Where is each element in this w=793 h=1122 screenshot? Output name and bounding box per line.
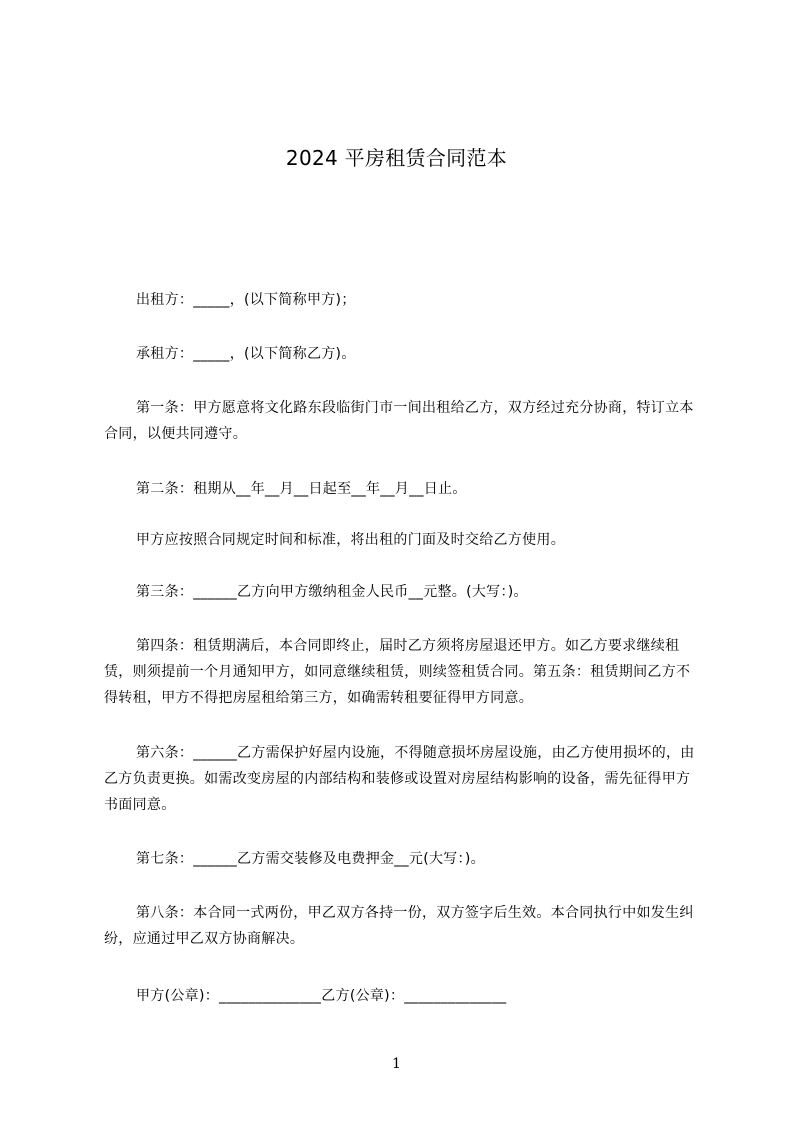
paragraph-text: 第七条：______乙方需交装修及电费押金__元(大写：)。: [136, 851, 485, 867]
paragraph-text: 甲方(公章)：______________乙方(公章)：______________: [136, 988, 507, 1004]
document-title: 2024 平房租赁合同范本: [285, 146, 508, 170]
paragraph-text: 甲方应按照合同规定时间和标准，将出租的门面及时交给乙方使用。: [136, 532, 565, 548]
page-number: 1: [392, 1056, 401, 1072]
paragraph-text: 承租方：_____，(以下简称乙方)。: [136, 346, 356, 362]
paragraph-text: 第一条：甲方愿意将文化路东段临街门市一间出租给乙方，双方经过充分协商，特订立本合同，以便共同遵守。: [104, 400, 694, 442]
paragraph-lessee: [104, 341, 704, 367]
paragraph-text: 出租方：_____，(以下简称甲方)；: [136, 292, 356, 308]
paragraph-signatures: [104, 983, 704, 1009]
paragraph-text: 第二条：租期从__年__月__日起至__年__月__日止。: [136, 481, 467, 497]
paragraph-article-4-5: [104, 633, 704, 711]
paragraph-text: 第八条：本合同一式两份，甲乙双方各持一份，双方签字后生效。本合同执行中如发生纠纷，应通过甲乙双方协商解决。: [104, 905, 694, 947]
paragraph-text: 第六条：______乙方需保护好屋内设施，不得随意损坏房屋设施，由乙方使用损坏的，由乙方负责更换。如需改变房屋的内部结构和装修或设置对房屋结构影响的设备，需先征得甲方书面同意。: [104, 745, 695, 813]
paragraph-article-1: [104, 395, 704, 447]
paragraph-delivery: [104, 527, 704, 553]
paragraph-article-6: [104, 740, 704, 818]
paragraph-lessor: [104, 287, 704, 313]
paragraph-text: 第三条：______乙方向甲方缴纳租金人民币__元整。(大写：)。: [136, 584, 528, 600]
paragraph-article-3: [104, 579, 704, 605]
paragraph-article-2: [104, 476, 704, 502]
paragraph-article-7: [104, 846, 704, 872]
paragraph-article-8: [104, 900, 704, 952]
paragraph-text: 第四条：租赁期满后，本合同即终止，届时乙方须将房屋退还甲方。如乙方要求继续租赁，则须提前一个月通知甲方，如同意继续租赁，则续签租赁合同。第五条：租赁期间乙方不得转租，甲方不得把房屋租给第三方，如确需转租要征得甲方同意。: [104, 638, 691, 706]
